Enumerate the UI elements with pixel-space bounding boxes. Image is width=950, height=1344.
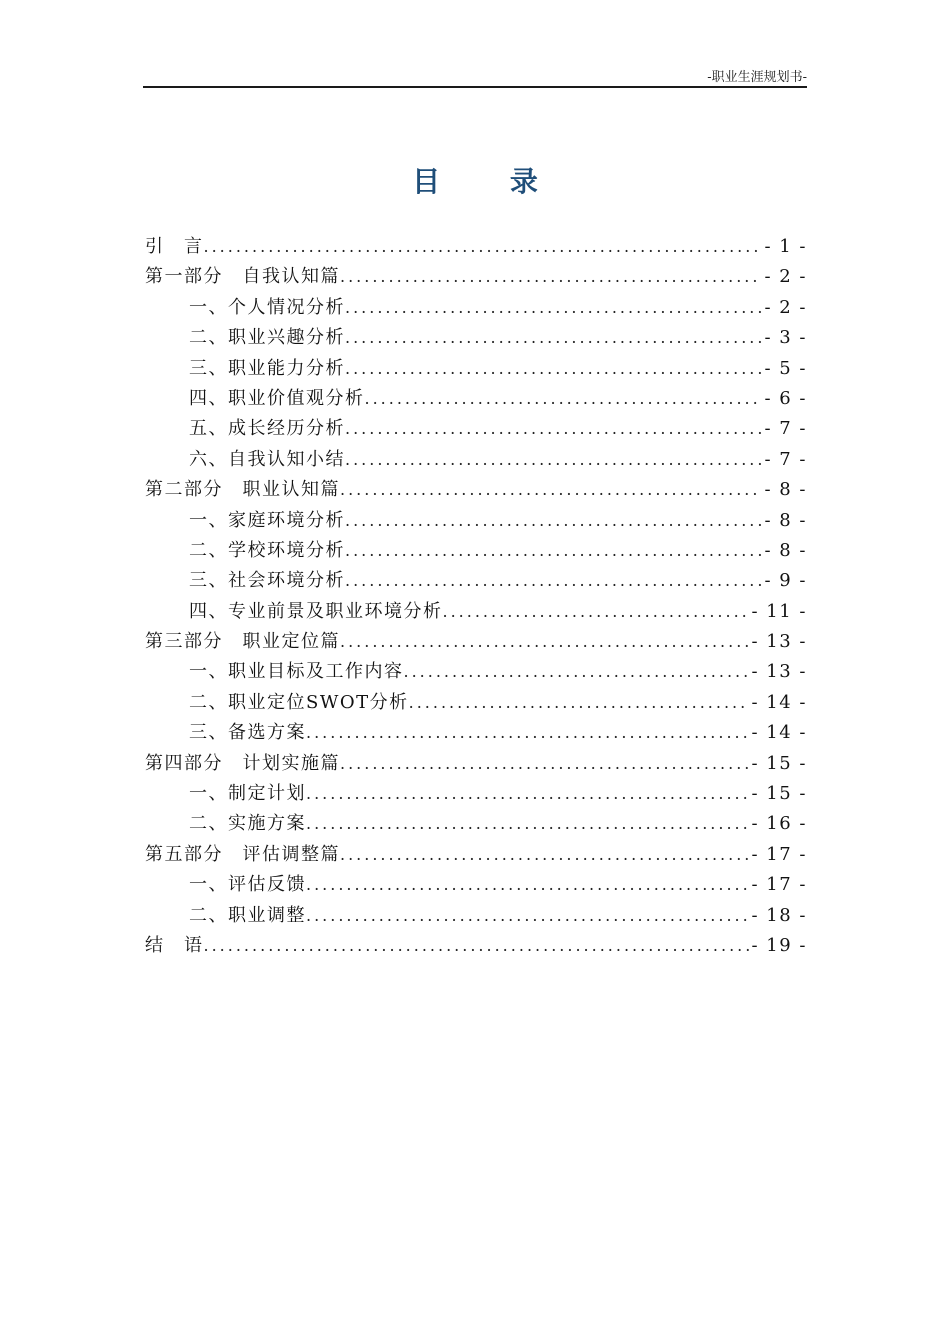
toc-entry-label: 二、实施方案 (189, 813, 306, 835)
toc-entry[interactable] (145, 901, 807, 931)
toc-dot-leader (365, 389, 763, 408)
toc-entry-label: 第二部分 职业认知篇 (145, 479, 340, 501)
toc-entry[interactable] (145, 870, 807, 900)
toc-dot-leader (306, 814, 749, 833)
toc-entry-page-number: - 18 - (751, 904, 807, 926)
running-header: -职业生涯规划书- (707, 70, 807, 85)
toc-dot-leader (306, 906, 749, 925)
toc-entry[interactable] (145, 536, 807, 566)
toc-entry[interactable] (145, 931, 807, 961)
toc-entry-label: 第三部分 职业定位篇 (145, 631, 340, 653)
toc-entry-page-number: - 2 - (764, 296, 807, 318)
toc-entry-label: 第四部分 计划实施篇 (145, 752, 340, 774)
toc-dot-leader (345, 419, 762, 438)
toc-dot-leader (306, 784, 749, 803)
toc-entry[interactable] (145, 384, 807, 414)
toc-entry-page-number: - 16 - (751, 813, 807, 835)
toc-entry[interactable] (145, 506, 807, 536)
toc-entry-page-number: - 8 - (764, 539, 807, 561)
page-title: 目 录 (412, 165, 568, 198)
toc-entry[interactable] (145, 809, 807, 839)
toc-entry-page-number: - 2 - (764, 266, 807, 288)
toc-entry-page-number: - 17 - (751, 843, 807, 865)
toc-entry-label: 三、备选方案 (189, 722, 306, 744)
toc-entry-label: 一、职业目标及工作内容 (189, 661, 404, 683)
toc-dot-leader (204, 237, 763, 256)
toc-dot-leader (345, 298, 762, 317)
toc-entry[interactable] (145, 779, 807, 809)
toc-entry-page-number: - 13 - (751, 661, 807, 683)
toc-dot-leader (306, 723, 749, 742)
toc-dot-leader (404, 662, 750, 681)
toc-entry[interactable] (145, 627, 807, 657)
toc-entry[interactable] (145, 688, 807, 718)
toc-entry-page-number: - 6 - (764, 387, 807, 409)
toc-entry-label: 三、社会环境分析 (189, 570, 345, 592)
header-rule (143, 86, 807, 88)
toc-entry[interactable] (145, 597, 807, 627)
toc-dot-leader (345, 571, 762, 590)
toc-entry[interactable] (145, 475, 807, 505)
toc-entry-page-number: - 7 - (764, 418, 807, 440)
toc-entry-page-number: - 5 - (764, 357, 807, 379)
toc-entry-page-number: - 13 - (751, 631, 807, 653)
toc-entry-label: 一、评估反馈 (189, 874, 306, 896)
toc-entry-label: 第一部分 自我认知篇 (145, 266, 340, 288)
toc-dot-leader (340, 754, 749, 773)
toc-entry-label: 五、成长经历分析 (189, 418, 345, 440)
toc-entry[interactable] (145, 414, 807, 444)
toc-entry-page-number: - 17 - (751, 874, 807, 896)
table-of-contents (145, 232, 807, 961)
toc-entry-label: 二、职业调整 (189, 904, 306, 926)
toc-entry[interactable] (145, 566, 807, 596)
toc-entry[interactable] (145, 718, 807, 748)
toc-dot-leader (345, 511, 762, 530)
toc-entry-label: 引 言 (145, 236, 204, 257)
toc-dot-leader (409, 693, 750, 712)
toc-entry-page-number: - 14 - (751, 722, 807, 744)
toc-dot-leader (306, 875, 749, 894)
toc-entry-label: 二、职业兴趣分析 (189, 327, 345, 349)
toc-entry-page-number: - 11 - (751, 600, 807, 622)
toc-entry[interactable] (145, 323, 807, 353)
toc-entry[interactable] (145, 657, 807, 687)
toc-entry[interactable] (145, 354, 807, 384)
toc-dot-leader (340, 267, 762, 286)
toc-entry[interactable] (145, 293, 807, 323)
toc-entry-label: 六、自我认知小结 (189, 448, 345, 470)
toc-dot-leader (340, 845, 749, 864)
toc-entry-page-number: - 7 - (764, 448, 807, 470)
toc-entry[interactable] (145, 445, 807, 475)
toc-entry-label: 一、家庭环境分析 (189, 509, 345, 531)
toc-entry-label: 第五部分 评估调整篇 (145, 843, 340, 865)
toc-entry-label: 四、专业前景及职业环境分析 (189, 600, 443, 622)
toc-entry-label: 一、制定计划 (189, 783, 306, 805)
toc-entry-page-number: - 15 - (751, 752, 807, 774)
toc-dot-leader (340, 632, 749, 651)
toc-dot-leader (340, 480, 762, 499)
toc-entry-label: 三、职业能力分析 (189, 357, 345, 379)
toc-entry[interactable] (145, 840, 807, 870)
toc-entry[interactable] (145, 749, 807, 779)
toc-entry-page-number: - 1 - (764, 236, 807, 257)
toc-entry-page-number: - 14 - (751, 691, 807, 713)
toc-entry-label: 二、学校环境分析 (189, 539, 345, 561)
toc-entry-label: 一、个人情况分析 (189, 296, 345, 318)
toc-dot-leader (345, 359, 762, 378)
toc-dot-leader (345, 541, 762, 560)
toc-dot-leader (443, 602, 750, 621)
toc-entry-page-number: - 8 - (764, 509, 807, 531)
toc-entry-label: 二、职业定位SWOT分析 (189, 691, 409, 713)
toc-dot-leader (345, 328, 762, 347)
toc-entry-label: 结 语 (145, 934, 204, 956)
toc-entry-page-number: - 19 - (751, 934, 807, 956)
toc-entry-page-number: - 3 - (764, 327, 807, 349)
toc-entry-page-number: - 8 - (764, 479, 807, 501)
toc-entry[interactable] (145, 262, 807, 292)
toc-dot-leader (345, 450, 762, 469)
toc-entry-page-number: - 15 - (751, 783, 807, 805)
toc-entry-label: 四、职业价值观分析 (189, 387, 365, 409)
toc-dot-leader (204, 936, 750, 955)
toc-entry[interactable] (145, 232, 807, 262)
toc-entry-page-number: - 9 - (764, 570, 807, 592)
